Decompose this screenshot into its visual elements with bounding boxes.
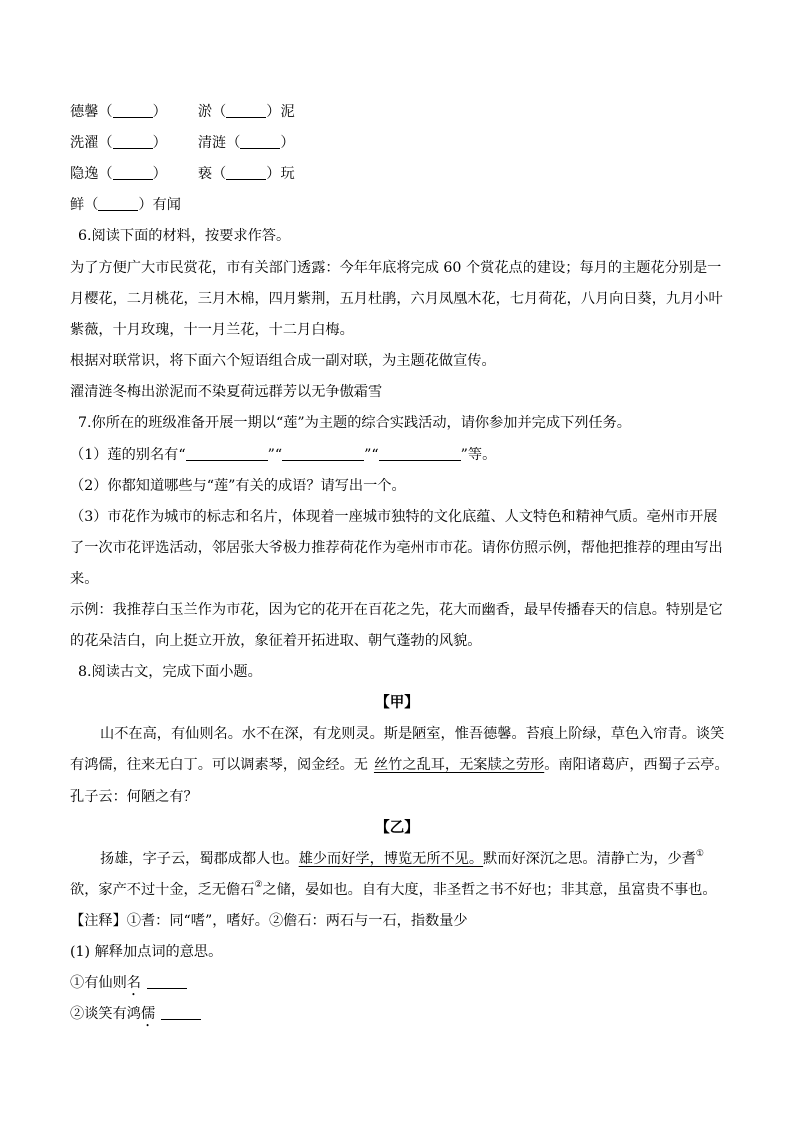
q6-para-line: 为了方便广大市民赏花，市有关部门透露：今年年底将完成 60 个赏花点的建设；每月的主题花分别是一 [70, 260, 722, 276]
q7-sub-2: （2）你都知道哪些与“莲”有关的成语？请写出一个。 [70, 478, 406, 494]
underlined-sentence: 丝竹之乱耳，无案牍之劳形 [373, 757, 545, 773]
answer-blank[interactable] [113, 165, 153, 180]
word: 清涟 [197, 135, 227, 151]
q6-instruction: 根据对联常识，将下面六个短语组合成一副对联，为主题花做宣传。 [70, 353, 496, 369]
answer-blank[interactable] [98, 196, 138, 211]
question-8-title: 8.阅读古文，完成下面小题。 [78, 664, 262, 680]
q7-example: 示例：我推荐白玉兰作为市花，因为它的花开在百花之先，花大而幽香，最早传播春天的信息。特别是它 [70, 602, 723, 618]
vocab-row-1: 德馨（ ） 淤（ ）泥 [70, 104, 295, 120]
answer-blank[interactable] [147, 974, 187, 989]
word: 德馨 [70, 104, 99, 120]
vocab-row-2: 洗濯（ ） 清涟（ ） [70, 135, 295, 151]
word: 淤 [197, 104, 213, 120]
answer-blank[interactable] [240, 134, 280, 149]
passage-jia-line: 孔子云：何陋之有？ [70, 789, 198, 805]
answer-blank[interactable] [379, 446, 461, 461]
word: 鲜 [70, 197, 85, 213]
passage-jia-line: 有鸿儒，往来无白丁。可以调素琴，阅金经。无 丝竹之乱耳，无案牍之劳形。南阳诸葛庐，西蜀子云亭。 [70, 757, 729, 773]
answer-line-2: ②谈笑有鸿儒 [70, 1004, 201, 1030]
passage-jia-heading: 【甲】 [375, 694, 419, 711]
dotted-word: 儒 [140, 1006, 156, 1022]
word: 洗濯 [70, 135, 99, 151]
sub-question-1: (1) 解释加点词的意思。 [70, 944, 223, 960]
question-6-title: 6.阅读下面的材料，按要求作答。 [78, 228, 291, 244]
word: 亵 [197, 166, 213, 182]
dotted-word: 名 [126, 975, 141, 991]
passage-yi-heading: 【乙】 [375, 819, 419, 836]
q7-sub-3: （3）市花作为城市的标志和名片，体现着一座城市独特的文化底蕴、人文特色和精神气质。亳州市开展 [70, 509, 718, 525]
passage-yi-line: 欲，家产不过十金，乏无儋石②之储，晏如也。自有大度，非圣哲之书不好也；非其意，虽富贵不事也。 [70, 880, 717, 898]
vocab-row-4: 鲜（ ）有闻 [70, 197, 181, 213]
annotation-note: 【注释】①耆：同“嗜”，嗜好。②儋石：两石与一石，指数量少 [70, 913, 468, 929]
q7-example: 的花朵洁白，向上挺立开放，象征着开拓进取、朝气蓬勃的风貌。 [70, 633, 482, 649]
answer-blank[interactable] [226, 103, 266, 118]
answer-blank[interactable] [186, 446, 268, 461]
passage-jia-line: 山不在高，有仙则名。水不在深，有龙则灵。斯是陋室，惟吾德馨。苔痕上阶绿，草色入帘青。谈笑 [100, 726, 725, 742]
word: 隐逸 [70, 166, 99, 182]
answer-line-1: ①有仙则名 [70, 973, 187, 999]
footnote-marker: ① [695, 849, 704, 859]
answer-blank[interactable] [161, 1005, 201, 1020]
q7-sub-3: 了一次市花评选活动，邻居张大爷极力推荐荷花作为亳州市市花。请你仿照示例，帮他把推荐的理由写出 [70, 540, 723, 556]
answer-blank[interactable] [113, 134, 153, 149]
vocab-row-3: 隐逸（ ） 亵（ ）玩 [70, 166, 295, 182]
q7-sub-1: （1）莲的别名有“ ”“ ”“ ”等。 [70, 447, 497, 463]
underlined-sentence: 雄少而好学，博览无所不见。 [298, 851, 484, 867]
q6-para-line: 月樱花，二月桃花，三月木棉，四月紫荆，五月杜鹃，六月凤凰木花，七月荷花，八月向日葵，九月小叶 [70, 291, 723, 307]
q7-sub-3: 来。 [70, 571, 99, 587]
passage-yi-line: 扬雄，字子云，蜀郡成都人也。雄少而好学，博览无所不见。默而好深沉之思。清静亡为，少耆① [100, 849, 704, 867]
q6-para-line: 紫薇，十月玫瑰，十一月兰花，十二月白梅。 [70, 322, 354, 338]
q6-phrases: 濯清涟冬梅出淤泥而不染夏荷远群芳以无争傲霜雪 [70, 384, 383, 400]
question-7-title: 7.你所在的班级准备开展一期以“莲”为主题的综合实践活动，请你参加并完成下列任务。 [78, 415, 631, 431]
answer-blank[interactable] [113, 103, 153, 118]
footnote-marker: ② [254, 880, 263, 890]
answer-blank[interactable] [282, 446, 364, 461]
answer-blank[interactable] [226, 165, 266, 180]
